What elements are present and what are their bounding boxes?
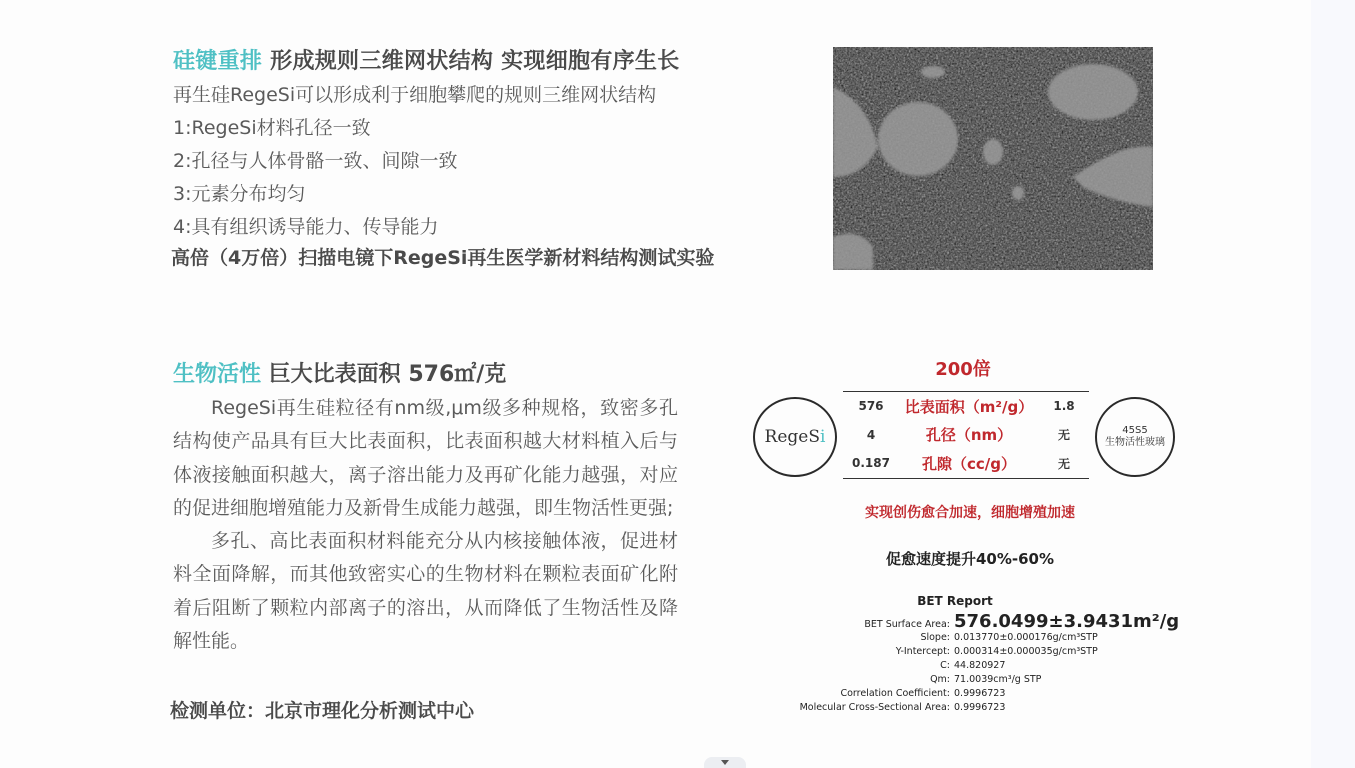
structure-intro: 再生硅RegeSi可以形成利于细胞攀爬的规则三维网状结构 bbox=[173, 84, 657, 106]
section-title-structure bbox=[173, 44, 680, 75]
testing-unit: 检测单位：北京市理化分析测试中心 bbox=[170, 700, 475, 722]
paragraph: RegeSi再生硅粒径有nm级,μm级多种规格，致密多孔结构使产品具有巨大比表面积，比表面积越大材料植入后与体液接触面积越大，离子溶出能力及再矿化能力越强，对应的促进细胞增殖能力及新骨生成能力越强，即生物活性更强; bbox=[173, 397, 678, 519]
regesi-value: 0.187 bbox=[852, 456, 890, 471]
table-row bbox=[843, 392, 1089, 421]
healing-speed-claim: 促愈速度提升40%-60% bbox=[885, 550, 1055, 568]
fold-comparison-label: 200倍 bbox=[935, 359, 991, 380]
bet-key: C: bbox=[940, 660, 950, 671]
bioglass-45s5-circle bbox=[1095, 397, 1175, 477]
healing-claim: 实现创伤愈合加速，细胞增殖加速 bbox=[865, 505, 1075, 521]
sem-caption: 高倍（4万倍）扫描电镜下RegeSi再生医学新材料结构测试实验 bbox=[171, 247, 715, 269]
bet-key: Correlation Coefficient: bbox=[840, 688, 950, 699]
bet-key: Qm: bbox=[930, 674, 950, 685]
bet-value: 0.9996723 bbox=[954, 702, 1006, 713]
regesi-label: RegeSi bbox=[764, 427, 826, 447]
caret-down-icon bbox=[721, 760, 729, 765]
feature-item: 3:元素分布均匀 bbox=[173, 183, 306, 205]
bet-key: Slope: bbox=[920, 632, 950, 643]
45s5-value: 1.8 bbox=[1053, 399, 1075, 414]
bet-report-title: BET Report bbox=[917, 594, 993, 608]
bet-key: Molecular Cross-Sectional Area: bbox=[799, 702, 950, 713]
title-highlight: 生物活性 bbox=[173, 362, 262, 387]
regesi-value: 576 bbox=[858, 399, 884, 414]
feature-item: 4:具有组织诱导能力、传导能力 bbox=[173, 216, 439, 238]
bet-value: 0.013770±0.000176g/cm³STP bbox=[954, 632, 1098, 643]
bet-value: 44.820927 bbox=[954, 660, 1006, 671]
bet-value: 576.0499±3.9431m²/g bbox=[954, 611, 1180, 632]
table-row bbox=[843, 449, 1089, 478]
section-title-bioactivity bbox=[173, 357, 506, 388]
bet-row-qm bbox=[780, 674, 1179, 688]
bet-value: 0.9996723 bbox=[954, 688, 1006, 699]
table-row bbox=[843, 421, 1089, 450]
bet-key: BET Surface Area: bbox=[864, 619, 950, 630]
bet-report-table bbox=[780, 611, 1179, 716]
metric-label: 比表面积（m²/g） bbox=[904, 397, 1034, 416]
comparison-table bbox=[843, 391, 1089, 479]
bet-row-surface-area bbox=[780, 611, 1179, 632]
bet-key: Y-Intercept: bbox=[895, 646, 950, 657]
bet-row-y-intercept bbox=[780, 646, 1179, 660]
bioglass-code: 45S5 bbox=[1122, 425, 1148, 436]
feature-item: 1:RegeSi材料孔径一致 bbox=[173, 117, 371, 139]
feature-item: 2:孔径与人体骨骼一致、间隙一致 bbox=[173, 150, 458, 172]
bioglass-name: 生物活性玻璃 bbox=[1105, 437, 1165, 448]
paragraph: 多孔、高比表面积材料能充分从内核接触体液，促进材料全面降解，而其他致密实心的生物材料在颗粒表面矿化附着后阻断了颗粒内部离子的溶出，从而降低了生物活性及降解性能。 bbox=[173, 530, 678, 653]
bet-row-cross-section bbox=[780, 702, 1179, 716]
bet-row-c bbox=[780, 660, 1179, 674]
title-rest: 形成规则三维网状结构 实现细胞有序生长 bbox=[262, 49, 680, 74]
bet-row-correlation bbox=[780, 688, 1179, 702]
regesi-circle bbox=[753, 397, 837, 477]
structure-feature-list bbox=[173, 80, 656, 245]
bioactivity-description bbox=[173, 392, 678, 658]
metric-label: 孔隙（cc/g） bbox=[922, 454, 1016, 473]
metric-label: 孔径（nm） bbox=[925, 426, 1013, 445]
45s5-value: 无 bbox=[1057, 456, 1070, 471]
45s5-value: 无 bbox=[1057, 428, 1070, 443]
sem-micrograph-image bbox=[833, 47, 1153, 270]
bet-value: 0.000314±0.000035g/cm³STP bbox=[954, 646, 1098, 657]
regesi-value: 4 bbox=[866, 427, 876, 442]
title-rest: 巨大比表面积 576㎡/克 bbox=[261, 362, 507, 387]
bet-value: 71.0039cm³/g STP bbox=[954, 674, 1042, 685]
page-side-margin bbox=[1311, 0, 1355, 768]
bet-row-slope bbox=[780, 632, 1179, 646]
scroll-down-button[interactable] bbox=[704, 757, 746, 768]
title-highlight: 硅键重排 bbox=[173, 49, 263, 74]
